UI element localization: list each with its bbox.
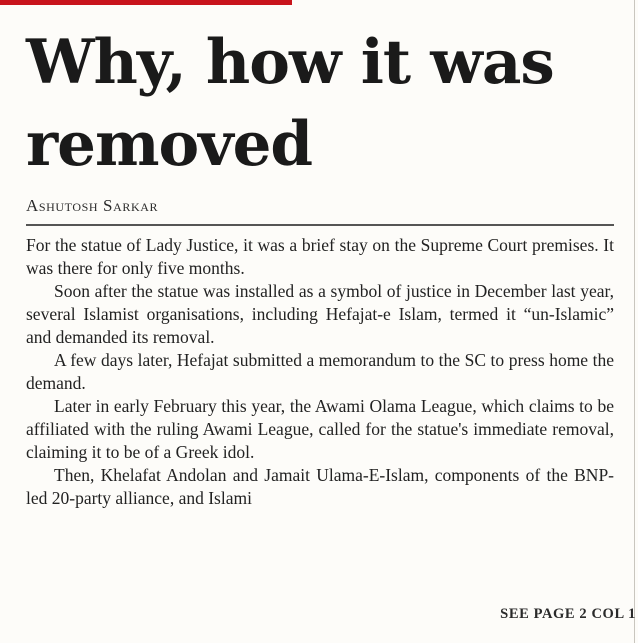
byline-divider [26,224,614,226]
article-paragraph: Soon after the statue was installed as a symbol of justice in December last year, several Islamist organisations, including Hefajat-e Islam, termed it “un-Islamic” and demanded its removal. [26,281,614,347]
article-byline: Ashutosh Sarkar [26,196,159,215]
article-paragraph: A few days later, Hefajat submitted a memorandum to the SC to press home the demand. [26,350,614,393]
article-body [26,234,614,510]
article-paragraph: Then, Khelafat Andolan and Jamait Ulama-E-Islam, components of the BNP-led 20-party alliance, and Islami [26,465,614,508]
article-headline: Why, how it was removed [26,27,554,180]
article-paragraph: For the statue of Lady Justice, it was a brief stay on the Supreme Court premises. It was there for only five months. [26,235,614,278]
article-paragraph: Later in early February this year, the Awami Olama League, which claims to be affiliated with the ruling Awami League, called for the statue's immediate removal, claiming it to be of a Greek idol. [26,396,614,462]
column-divider [634,0,635,643]
news-article [26,0,614,510]
continued-on-page-link[interactable]: SEE PAGE 2 COL 1 [500,606,636,622]
